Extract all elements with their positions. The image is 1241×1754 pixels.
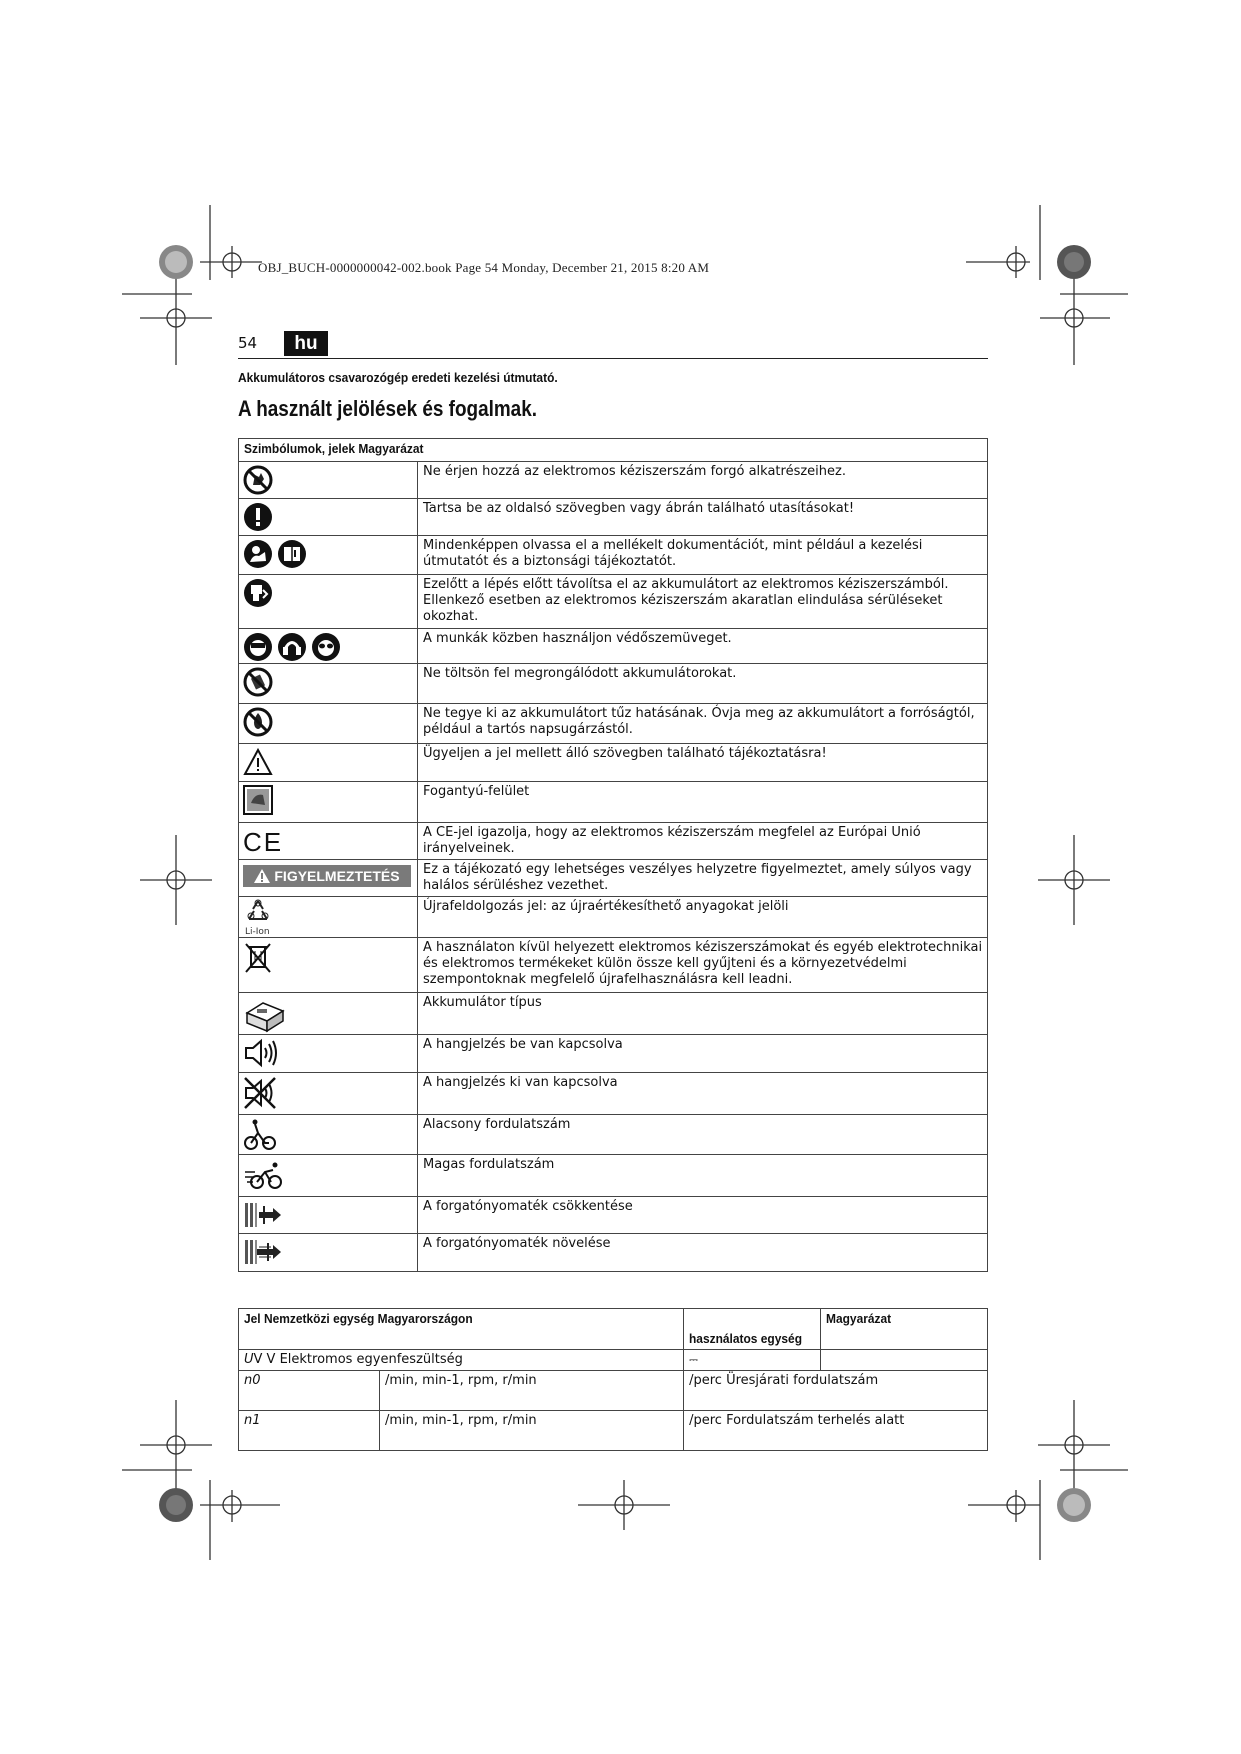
table-row — [239, 1350, 988, 1371]
table-row — [239, 782, 988, 823]
symbol-description: Akkumulátor típus — [418, 993, 988, 1035]
symbol-description: A használaton kívül helyezett elektromos kéziszerszámokat és egyéb elektrotechnikai és elektromos termékeket külön össze kell gyűjteni és a környezetvédelmi szempontoknak megfelelő újrafelhasználásra kell leadni. — [418, 938, 988, 993]
grip-surface-icon — [243, 785, 273, 815]
table-row — [239, 1073, 988, 1115]
units-table — [238, 1308, 988, 1451]
symbol-description: A forgatónyomaték növelése — [418, 1234, 988, 1272]
table-row — [239, 993, 988, 1035]
table-row — [239, 1234, 988, 1272]
table-row — [239, 629, 988, 664]
cyclist-fast-icon — [243, 1158, 283, 1192]
symbol-description: A hangjelzés be van kapcsolva — [418, 1035, 988, 1073]
symbol-description: Fogantyú-felület — [418, 782, 988, 823]
symbol-description: Alacsony fordulatszám — [418, 1115, 988, 1155]
symbol-description: Tartsa be az oldalsó szövegben vagy ábrán található utasításokat! — [418, 499, 988, 536]
table-row — [239, 462, 988, 499]
table-row — [239, 938, 988, 993]
symbol-description: Ne töltsön fel megrongálódott akkumulátorokat. — [418, 664, 988, 704]
unplug-battery-icon — [243, 578, 273, 608]
warning-label-icon — [243, 865, 411, 887]
unit-symbol: n0 — [244, 1373, 261, 1388]
symbols-header-text: Szimbólumok, jelek Magyarázat — [244, 441, 424, 456]
dc-symbol: ⎓ — [689, 1353, 698, 1366]
table-row — [239, 536, 988, 575]
table-row — [239, 744, 988, 782]
section-title: A használt jelölések és fogalmak. — [238, 396, 537, 421]
liion-label: Li-Ion — [245, 927, 270, 937]
exclamation-icon — [243, 502, 273, 532]
table-row — [239, 1371, 988, 1411]
warning-label-text: FIGYELMEZTETÉS — [274, 868, 400, 884]
unit-symbol: U — [244, 1352, 254, 1367]
symbols-table — [238, 438, 988, 1272]
header-rule — [238, 358, 988, 359]
no-fire-icon — [243, 707, 273, 737]
symbol-description: A forgatónyomaték csökkentése — [418, 1197, 988, 1234]
book-icon — [277, 539, 307, 569]
symbol-description: Ügyeljen a jel mellett álló szövegben található tájékoztatásra! — [418, 744, 988, 782]
table-row — [239, 575, 988, 629]
symbol-description: A hangjelzés ki van kapcsolva — [418, 1073, 988, 1115]
speaker-off-icon — [243, 1076, 279, 1110]
read-manual-icon — [243, 539, 273, 569]
face-shield-icon — [243, 632, 273, 662]
torque-increase-icon — [243, 1237, 283, 1267]
ear-protection-icon — [277, 632, 307, 662]
no-touch-rotating-icon — [243, 465, 273, 495]
table-row — [239, 704, 988, 744]
symbol-description: A munkák közben használjon védőszemüveget. — [418, 629, 988, 664]
unit-explanation: /perc Üresjárati fordulatszám — [689, 1373, 879, 1388]
torque-decrease-icon — [243, 1200, 283, 1230]
goggles-icon — [311, 632, 341, 662]
symbol-description: Ez a tájékozató egy lehetséges veszélyes helyzetre figyelmeztet, amely súlyos vagy halálos sérüléshez vezethet. — [418, 860, 988, 897]
document-subtitle: Akkumulátoros csavarozógép eredeti kezelési útmutató. — [238, 370, 558, 385]
warning-triangle-small-icon — [254, 869, 270, 883]
cyclist-slow-icon — [243, 1118, 277, 1152]
symbols-table-header — [239, 439, 988, 462]
symbol-description: A CE-jel igazolja, hogy az elektromos kéziszerszám megfelel az Európai Unió irányelveinek. — [418, 823, 988, 860]
unit-row-text: V V Elektromos egyenfeszültség — [253, 1352, 463, 1367]
symbol-description: Mindenképpen olvassa el a mellékelt dokumentációt, mint például a kezelési útmutatót és a biztonsági tájékoztatót. — [418, 536, 988, 575]
symbol-description: Ezelőtt a lépés előtt távolítsa el az akkumulátort az elektromos kéziszerszámból. Ellenkező esetben az elektromos kéziszerszám akaratlan elindulása sérüléseket okozhat. — [418, 575, 988, 629]
unit-values: /min, min-1, rpm, r/min — [385, 1413, 537, 1428]
page-number: 54 — [238, 334, 258, 352]
symbol-description: Újrafeldolgozás jel: az újraértékesíthető anyagokat jelöli — [418, 897, 988, 938]
unit-values: /min, min-1, rpm, r/min — [385, 1373, 537, 1388]
table-row — [239, 1115, 988, 1155]
table-row — [239, 1197, 988, 1234]
table-row — [239, 860, 988, 897]
table-row — [239, 1155, 988, 1197]
table-row — [239, 823, 988, 860]
units-header-symbol: Jel Nemzetközi egység Magyarországon — [244, 1311, 473, 1326]
table-row — [239, 664, 988, 704]
warning-triangle-icon — [243, 747, 273, 777]
book-info-line: OBJ_BUCH-0000000042-002.book Page 54 Monday, December 21, 2015 8:20 AM — [258, 260, 710, 275]
symbol-description: Ne érjen hozzá az elektromos kéziszerszám forgó alkatrészeihez. — [418, 462, 988, 499]
units-table-header — [239, 1309, 988, 1350]
crossed-bin-icon — [243, 941, 273, 975]
table-row — [239, 1035, 988, 1073]
speaker-on-icon — [243, 1038, 279, 1068]
symbol-description: Ne tegye ki az akkumulátort tűz hatásának. Óvja meg az akkumulátort a forróságtól, például a tartós napsugárzástól. — [418, 704, 988, 744]
language-tag: hu — [284, 331, 328, 356]
no-charge-damaged-icon — [243, 667, 273, 697]
units-header-explanation: Magyarázat — [826, 1311, 892, 1326]
recycle-liion-icon — [239, 897, 417, 937]
symbol-description: Magas fordulatszám — [418, 1155, 988, 1197]
ce-mark-icon: CE — [243, 827, 284, 857]
unit-symbol: n1 — [244, 1413, 261, 1428]
table-row — [239, 499, 988, 536]
table-row — [239, 897, 988, 938]
recycle-icon — [245, 899, 271, 923]
table-row — [239, 1411, 988, 1451]
unit-explanation: /perc Fordulatszám terhelés alatt — [689, 1413, 905, 1428]
battery-pack-icon — [243, 999, 287, 1033]
units-header-usage: használatos egység — [689, 1331, 803, 1346]
